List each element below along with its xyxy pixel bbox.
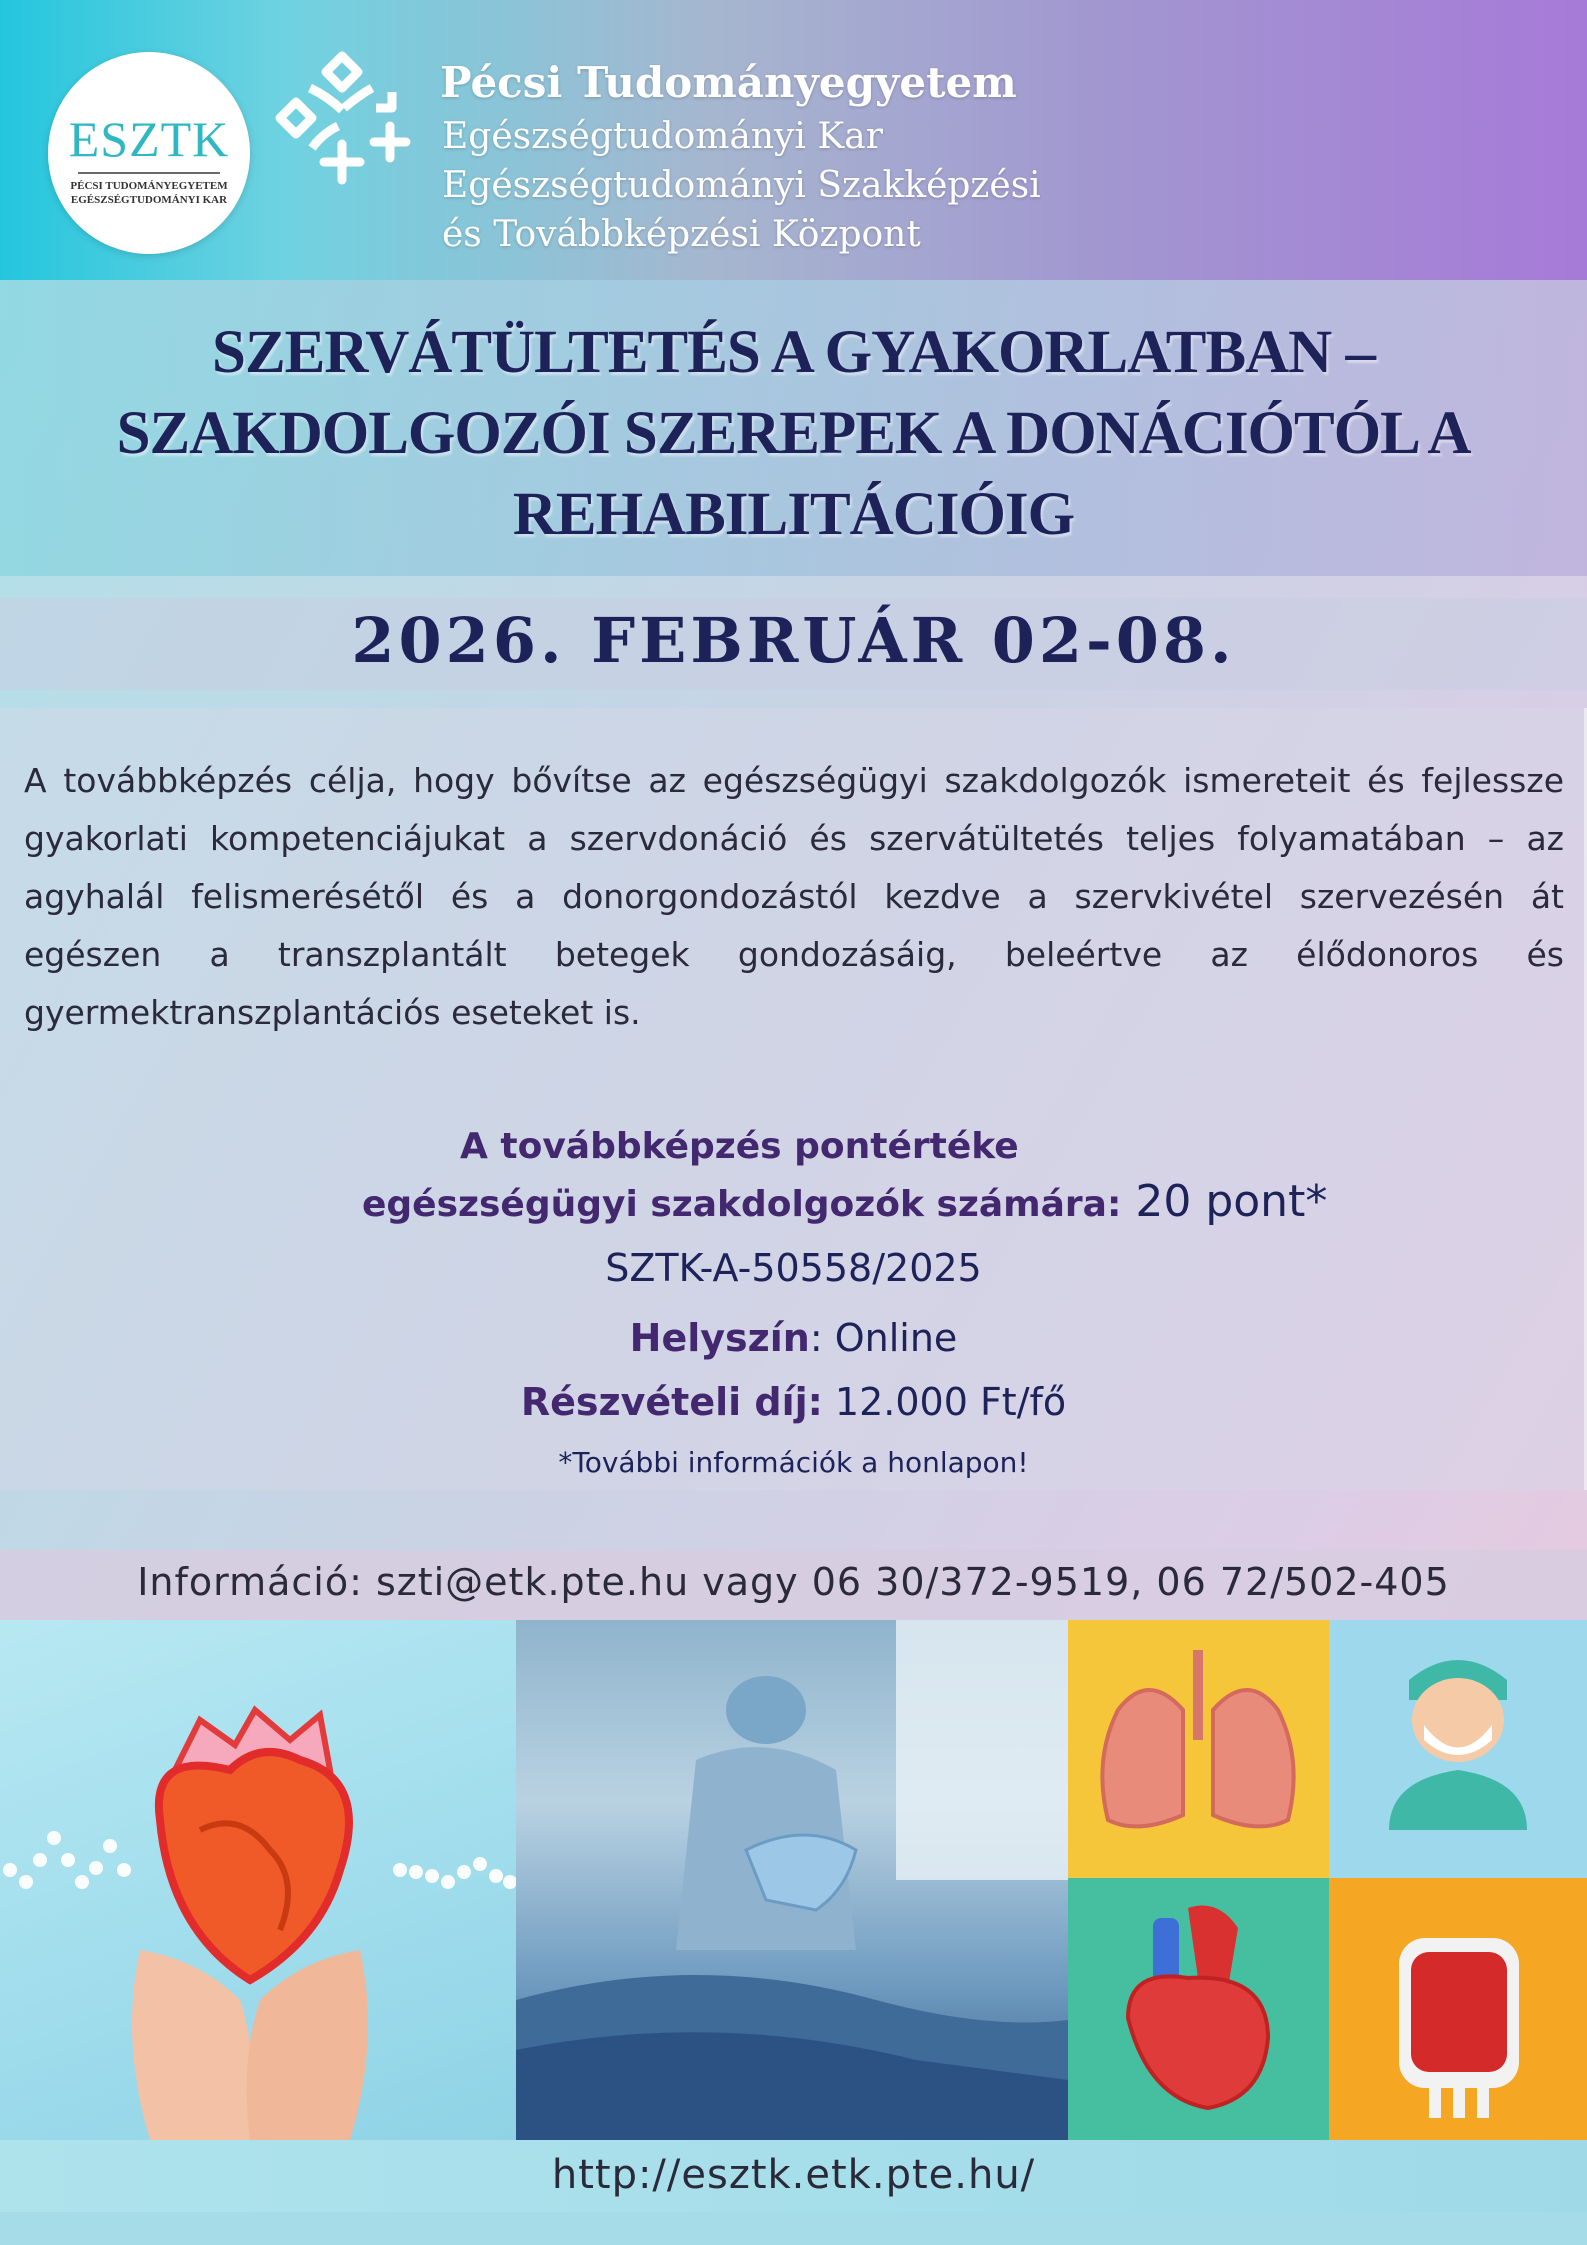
pte-cross-emblem-icon xyxy=(272,48,412,188)
logo-subtitle-1: PÉCSI TUDOMÁNYEGYETEM xyxy=(70,180,228,192)
contact-info: Információ: szti@etk.pte.hu vagy 06 30/372-9519, 06 72/502-405 xyxy=(137,1560,1450,1604)
accreditation-number: SZTK-A-50558/2025 xyxy=(605,1246,982,1290)
logo-text: ESZTK xyxy=(68,111,230,167)
surgeon-icon xyxy=(1329,1620,1587,1878)
fee-label: Részvételi díj: xyxy=(520,1380,823,1424)
bottom-strip xyxy=(0,2212,1587,2245)
location-value: : Online xyxy=(809,1316,958,1360)
event-date: 2026. FEBRUÁR 02-08. xyxy=(351,604,1236,677)
paper-heart-in-hands-image xyxy=(0,1620,516,2140)
esztk-logo xyxy=(48,52,250,254)
faculty-line-3: és Továbbképzési Központ xyxy=(442,214,921,255)
points-label-line-1: A továbbképzés pontértéke xyxy=(460,1126,1019,1167)
surgery-gloved-hand-image xyxy=(516,1620,1068,2140)
logo-subtitle-2: EGÉSZSÉGTUDOMÁNYI KAR xyxy=(70,194,228,206)
description: A továbbképzés célja, hogy bővítse az egészségügyi szakdolgozók ismereteit és fejlessze gyakorlati kompetenciájukat a szervdonáció és szervátültetés teljes folyamatában – az agyhalál felismerésétől és a donorgondozástól kezdve a szervkivétel szervezésén át egészen a transzplantált betegek gondozásáig, beleértve az élődonoros és gyermektranszplantációs eseteket is. xyxy=(24,761,1564,1032)
location-row xyxy=(0,1316,1587,1360)
event-title: SZERVÁTÜLTETÉS A GYAKORLATBAN – SZAKDOLGOZÓI SZEREPEK A DONÁCIÓTÓL A REHABILITÁCIÓIG xyxy=(116,319,1471,548)
points-row xyxy=(362,1176,1327,1227)
fee-value: 12.000 Ft/fő xyxy=(822,1380,1067,1424)
heart-icon xyxy=(1068,1878,1329,2140)
location-label: Helyszín xyxy=(629,1316,810,1360)
points-label-line-2: egészségügyi szakdolgozók számára: xyxy=(362,1184,1122,1225)
website-link[interactable]: http://esztk.etk.pte.hu/ xyxy=(551,2152,1036,2198)
logo-divider xyxy=(78,172,220,174)
faculty-line-1: Egészségtudományi Kar xyxy=(442,116,883,157)
lungs-icon xyxy=(1068,1620,1329,1878)
points-value: 20 pont* xyxy=(1121,1176,1328,1227)
blood-bag-icon xyxy=(1329,1878,1587,2140)
faculty-line-2: Egészségtudományi Szakképzési xyxy=(442,165,1041,206)
footnote: *További információk a honlapon! xyxy=(558,1446,1029,1479)
university-name: Pécsi Tudományegyetem xyxy=(440,58,1017,107)
fee-row xyxy=(0,1380,1587,1424)
